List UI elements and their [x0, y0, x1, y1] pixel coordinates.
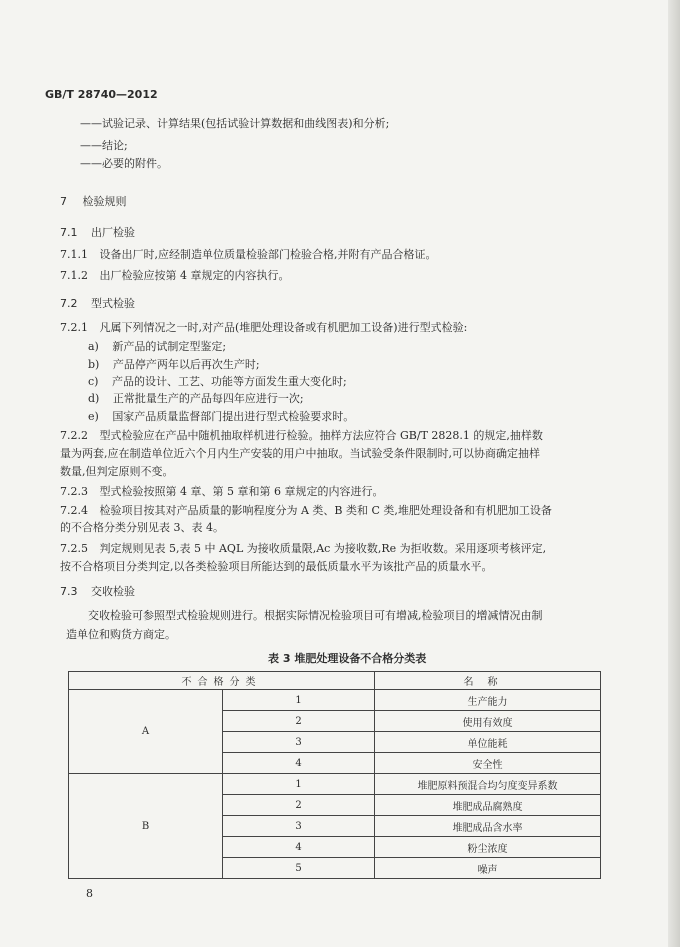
table-row	[69, 690, 601, 711]
list-text: 新产品的试制定型鉴定;	[112, 340, 227, 353]
table-caption: 表 3 堆肥处理设备不合格分类表	[268, 652, 427, 665]
list-mark: d)	[88, 392, 100, 405]
item-number: 4	[223, 753, 375, 774]
table-row	[69, 774, 601, 795]
table-header-row	[69, 672, 601, 690]
list-item	[88, 391, 304, 406]
clause-number: 7.1.1	[60, 248, 88, 261]
clause-text: 型式检验应在产品中随机抽取样机进行检验。抽样方法应符合 GB/T 2828.1 的规定,抽样数	[99, 429, 543, 442]
standard-number: GB/T 28740—2012	[45, 88, 158, 101]
list-mark: a)	[88, 340, 99, 353]
list-item	[88, 339, 226, 354]
item-number: 3	[223, 732, 375, 753]
clause-number: 7.2.2	[60, 429, 88, 442]
list-text: 产品停产两年以后再次生产时;	[112, 358, 260, 371]
clause-number: 7.2.4	[60, 504, 88, 517]
section-title: 型式检验	[91, 297, 135, 310]
section-number: 7.3	[60, 585, 78, 598]
item-name: 生产能力	[375, 690, 601, 711]
item-name: 使用有效度	[375, 711, 601, 732]
header-name: 名称	[375, 672, 601, 690]
clause-7-1-2	[60, 268, 290, 283]
paragraph-7-3: 交收检验可参照型式检验规则进行。根据实际情况检验项目可有增减,检验项目的增减情况由制	[88, 609, 543, 622]
section-title: 交收检验	[91, 585, 135, 598]
item-name: 堆肥成品腐熟度	[375, 795, 601, 816]
item-name: 安全性	[375, 753, 601, 774]
clause-text-continued: 数量,但判定原则不变。	[60, 465, 174, 478]
clause-text: 判定规则见表 5,表 5 中 AQL 为接收质量限,Ac 为接收数,Re 为拒收数。采用逐项考核评定,	[99, 542, 547, 555]
section-heading-7-2	[60, 295, 135, 311]
clause-7-1-1	[60, 247, 437, 262]
item-name: 噪声	[375, 858, 601, 879]
report-item: ——必要的附件。	[80, 157, 168, 170]
item-number: 3	[223, 816, 375, 837]
clause-text-continued: 量为两套,应在制造单位近六个月内生产安装的用户中抽取。当试验受条件限制时,可以协商确定抽样	[60, 447, 540, 460]
clause-text-continued: 的不合格分类分别见表 3、表 4。	[60, 521, 224, 534]
clause-text: 型式检验按照第 4 章、第 5 章和第 6 章规定的内容进行。	[99, 485, 384, 498]
item-number: 2	[223, 795, 375, 816]
section-title: 出厂检验	[91, 226, 135, 239]
item-number: 1	[223, 690, 375, 711]
section-number: 7	[60, 195, 67, 208]
clause-7-2-2	[60, 428, 543, 443]
list-mark: e)	[88, 410, 99, 423]
clause-text: 出厂检验应按第 4 章规定的内容执行。	[99, 269, 290, 282]
list-item	[88, 357, 260, 372]
clause-text: 设备出厂时,应经制造单位质量检验部门检验合格,并附有产品合格证。	[99, 248, 437, 261]
clause-7-2-3	[60, 484, 383, 499]
item-name: 堆肥成品含水率	[375, 816, 601, 837]
clause-text: 凡属下列情况之一时,对产品(堆肥处理设备或有机肥加工设备)进行型式检验:	[99, 321, 468, 334]
report-item: ——结论;	[80, 139, 128, 152]
clause-number: 7.2.1	[60, 321, 88, 334]
clause-text-continued: 按不合格项目分类判定,以各类检验项目所能达到的最低质量水平为该批产品的质量水平。	[60, 560, 493, 573]
clause-7-2-5	[60, 541, 546, 556]
section-heading-7-3	[60, 583, 135, 599]
clause-text: 检验项目按其对产品质量的影响程度分为 A 类、B 类和 C 类,堆肥处理设备和有机肥加工设备	[99, 504, 552, 517]
section-title: 检验规则	[82, 195, 127, 208]
section-heading-7-1	[60, 224, 135, 240]
list-item	[88, 409, 354, 424]
page-edge-shadow	[668, 0, 680, 947]
item-name: 堆肥原料预混合均匀度变异系数	[375, 774, 601, 795]
section-heading-7	[60, 193, 127, 209]
item-number: 1	[223, 774, 375, 795]
list-mark: c)	[88, 375, 99, 388]
page-number: 8	[86, 887, 93, 900]
paragraph-7-3-continued: 造单位和购货方商定。	[66, 628, 176, 641]
clause-number: 7.2.5	[60, 542, 88, 555]
clause-7-2-1	[60, 320, 467, 335]
item-number: 5	[223, 858, 375, 879]
list-mark: b)	[88, 358, 100, 371]
header-class: 不合格分类	[69, 672, 375, 690]
nonconformity-table	[68, 671, 601, 879]
clause-number: 7.1.2	[60, 269, 88, 282]
list-text: 国家产品质量监督部门提出进行型式检验要求时。	[112, 410, 355, 423]
item-name: 粉尘浓度	[375, 837, 601, 858]
item-number: 4	[223, 837, 375, 858]
item-number: 2	[223, 711, 375, 732]
class-label-b: B	[69, 774, 223, 879]
item-name: 单位能耗	[375, 732, 601, 753]
list-text: 正常批量生产的产品每四年应进行一次;	[112, 392, 304, 405]
clause-7-2-4	[60, 503, 552, 518]
section-number: 7.1	[60, 226, 78, 239]
list-text: 产品的设计、工艺、功能等方面发生重大变化时;	[111, 375, 347, 388]
class-label-a: A	[69, 690, 223, 774]
report-item: ——试验记录、计算结果(包括试验计算数据和曲线图表)和分析;	[80, 117, 390, 130]
section-number: 7.2	[60, 297, 78, 310]
list-item	[88, 374, 347, 389]
clause-number: 7.2.3	[60, 485, 88, 498]
